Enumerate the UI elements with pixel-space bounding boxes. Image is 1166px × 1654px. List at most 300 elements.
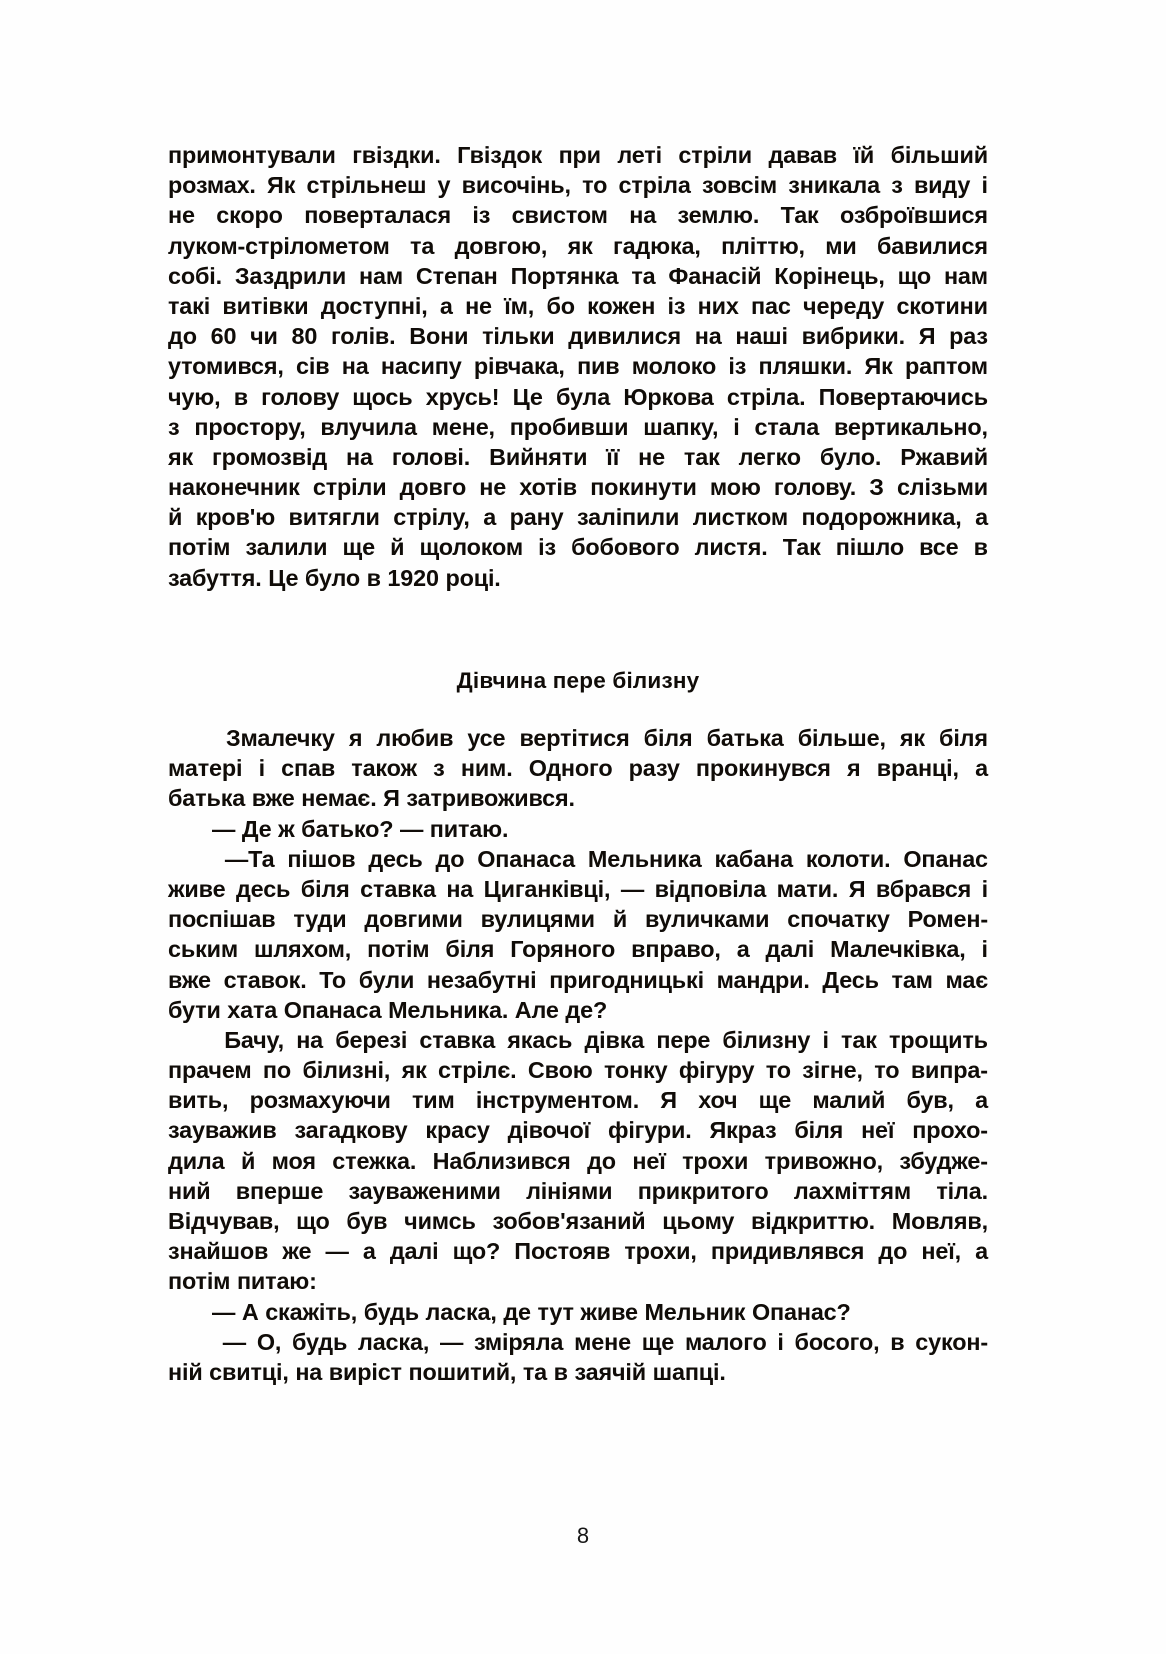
text-word: Свою — [527, 1057, 593, 1084]
text-word: і — [981, 172, 988, 199]
text-word: босого, — [794, 1328, 880, 1355]
text-line — [168, 412, 988, 442]
text-word: було. — [819, 443, 882, 470]
section-heading: Дівчина пере білизну — [456, 668, 700, 693]
text-line — [168, 965, 988, 995]
text-word: примонтували — [168, 142, 336, 168]
text-word: пив — [577, 353, 620, 380]
text-word: ласка, — [425, 1298, 497, 1325]
body-text-column-lower — [168, 723, 988, 1387]
text-word: моя — [271, 1147, 316, 1174]
text-word: потім — [168, 1268, 231, 1295]
text-word: бавилися — [876, 232, 988, 259]
text-word: а — [975, 755, 988, 782]
text-word: на — [295, 1358, 323, 1385]
text-word: батька — [168, 785, 246, 812]
text-word: біля — [643, 725, 693, 751]
text-word: хата — [227, 996, 278, 1023]
text-word: в — [233, 383, 248, 410]
text-word: був, — [906, 1087, 954, 1114]
text-word: далі — [765, 936, 815, 963]
text-word: землю. — [677, 202, 760, 229]
text-word: так — [683, 443, 720, 470]
text-word: чимсь — [404, 1208, 476, 1234]
text-word: питаю: — [236, 1268, 317, 1295]
text-word: у — [437, 172, 451, 199]
text-word: зміряла — [474, 1328, 564, 1355]
text-word: хрусь! — [425, 383, 500, 410]
text-word: ським — [168, 936, 239, 963]
text-word: на — [694, 323, 722, 350]
text-word: То — [319, 966, 347, 993]
text-word: Якраз — [709, 1117, 777, 1144]
text-word: і — [981, 875, 988, 902]
text-word: простору, — [194, 413, 306, 440]
text-line — [168, 291, 988, 321]
text-line — [168, 1236, 988, 1266]
text-word: так — [841, 1026, 877, 1053]
text-word: то — [582, 172, 608, 199]
text-word: неї — [861, 1117, 895, 1144]
text-word: на — [296, 1026, 324, 1053]
text-word: будь — [292, 1328, 348, 1355]
text-word: шапці. — [652, 1358, 726, 1385]
text-word: зобов'язаний — [492, 1208, 646, 1234]
text-word: Постояв — [514, 1238, 611, 1265]
text-word: мою — [709, 474, 761, 501]
text-word: малий — [812, 1087, 886, 1114]
text-word: вправо, — [631, 936, 721, 963]
text-word: Вийняти — [489, 443, 588, 470]
text-word: Наблизився — [432, 1147, 571, 1174]
text-word: раптом — [904, 353, 988, 380]
text-word: стріла. — [726, 383, 806, 410]
text-word: сукон- — [915, 1328, 988, 1355]
text-word: собі. — [168, 262, 222, 289]
text-word: Повертаючись — [818, 383, 988, 410]
text-word: стрілє. — [438, 1057, 517, 1084]
text-word: подорожника, — [801, 504, 962, 531]
text-word: довго — [399, 474, 467, 501]
text-word: і — [733, 413, 740, 440]
text-word: то — [874, 1057, 900, 1084]
text-word: утомився, — [168, 353, 284, 380]
text-word: не — [638, 443, 665, 470]
text-word: по — [262, 1057, 292, 1084]
text-word: вже — [251, 785, 295, 812]
text-word: стрільнеш — [306, 172, 427, 199]
text-line — [168, 351, 988, 381]
text-word: наконечник — [168, 474, 300, 501]
text-word: був — [346, 1208, 388, 1234]
text-word: з — [433, 755, 445, 782]
text-word: — — [399, 815, 424, 842]
text-word: живе — [168, 875, 226, 902]
text-word: легко — [738, 443, 801, 470]
text-word: громозвід — [212, 443, 328, 470]
text-word: заячій — [574, 1358, 647, 1385]
text-word: Вони — [409, 323, 469, 350]
text-word: дила — [168, 1147, 225, 1174]
text-word: випра- — [910, 1057, 988, 1084]
text-word: все — [919, 534, 959, 561]
text-word: свитці, — [209, 1358, 289, 1385]
text-word: Юркова — [623, 383, 714, 410]
text-word: слізьми — [896, 474, 988, 501]
text-word: пас — [751, 292, 791, 319]
text-word: доступні, — [320, 292, 428, 319]
text-word: прокинувся — [695, 755, 831, 782]
text-word: колоти. — [805, 845, 891, 872]
text-word: не — [465, 292, 492, 319]
text-line — [168, 1115, 988, 1145]
text-word: з — [891, 172, 903, 199]
text-word: такі — [168, 292, 211, 319]
text-word: спав — [281, 755, 336, 782]
text-word: й — [240, 1147, 256, 1174]
text-word: й — [612, 906, 628, 933]
text-word: загадкову — [294, 1117, 408, 1144]
text-word: та — [410, 232, 435, 259]
paragraph-indent — [168, 814, 212, 844]
text-word: тільки — [482, 323, 555, 350]
text-word: незабутні — [426, 966, 537, 993]
text-word: Горяного — [510, 936, 616, 963]
text-line — [168, 904, 988, 934]
text-word: ним. — [460, 755, 513, 782]
text-word: тим — [411, 1087, 455, 1114]
text-word: них — [697, 292, 739, 319]
text-word: придивлявся — [710, 1238, 865, 1265]
text-word: затривожився. — [406, 785, 575, 812]
text-word: поверталася — [304, 202, 452, 229]
text-word: Мельника — [587, 845, 702, 872]
text-word: стрілу, — [393, 504, 470, 531]
text-word: Я — [918, 323, 936, 350]
paragraph-indent — [168, 1025, 212, 1055]
text-word: й — [168, 504, 183, 531]
text-line — [168, 442, 988, 472]
text-word: із — [538, 534, 556, 561]
text-word: тут — [537, 1298, 574, 1325]
text-word: шляхом, — [253, 936, 352, 963]
text-word: довгими — [364, 906, 463, 933]
text-word: голові. — [391, 443, 471, 470]
text-word: же — [282, 1238, 312, 1265]
text-word: вертітися — [519, 725, 630, 751]
text-word: дивилися — [568, 323, 681, 350]
text-word: Але — [514, 996, 559, 1023]
text-word: виріст — [328, 1358, 402, 1385]
text-word: році. — [445, 564, 501, 591]
paragraph-indent — [168, 723, 212, 753]
text-word: питаю. — [429, 815, 509, 842]
text-word: не — [168, 202, 195, 229]
text-word: має — [945, 966, 988, 993]
text-word: не — [479, 474, 507, 501]
text-word: Як — [267, 172, 296, 199]
text-word: ще — [342, 534, 375, 561]
text-word: витягли — [288, 504, 380, 531]
text-word: більший — [890, 142, 988, 168]
text-word: рівчака, — [473, 353, 565, 380]
text-word: разу — [628, 755, 680, 782]
text-line — [168, 874, 988, 904]
text-word: біля — [300, 875, 350, 902]
text-word: Опанас — [903, 845, 988, 872]
text-word: неї, — [921, 1238, 962, 1265]
text-word: вибрики. — [801, 323, 905, 350]
text-line — [168, 1085, 988, 1115]
text-word: біля — [794, 1117, 844, 1144]
text-word: Фанасій — [668, 262, 762, 289]
text-word: більше, — [797, 725, 886, 751]
paragraph-indent — [168, 1297, 212, 1327]
text-word: 80 — [291, 323, 318, 350]
text-word: бо — [546, 292, 575, 319]
text-word: і — [822, 1026, 829, 1053]
text-word: Опанас? — [751, 1298, 851, 1325]
text-word: покинути — [590, 474, 697, 501]
text-word: скажіть, — [265, 1298, 358, 1325]
text-word: то — [765, 1057, 791, 1084]
text-word: як — [899, 725, 925, 751]
text-line — [168, 1266, 988, 1296]
text-word: до — [435, 845, 465, 872]
text-word: кабана — [714, 845, 793, 872]
text-word: потім — [168, 534, 231, 561]
text-word: батька — [706, 725, 784, 751]
text-word: красу — [425, 1117, 490, 1144]
text-line — [168, 723, 988, 753]
text-word: Десь — [822, 966, 879, 993]
text-word: пригодницькі — [549, 966, 704, 993]
text-word: голів. — [331, 323, 396, 350]
text-word: наші — [735, 323, 788, 350]
text-word: кожен — [587, 292, 656, 319]
text-word: свистом — [511, 202, 608, 229]
text-word: березі — [335, 1026, 408, 1053]
text-word: забуття. — [168, 564, 262, 591]
page-number: 8 — [576, 1523, 590, 1548]
text-word: їм, — [504, 292, 535, 319]
text-word: а — [439, 292, 453, 319]
text-word: гадюка, — [612, 232, 701, 259]
text-word: пліттю, — [721, 232, 805, 259]
text-word: ще — [641, 1328, 675, 1355]
text-line — [168, 753, 988, 783]
text-word: нам — [943, 262, 988, 289]
text-line — [168, 814, 988, 844]
text-line — [168, 995, 988, 1025]
text-word: —Та — [224, 845, 275, 872]
text-word: батько? — [301, 815, 394, 842]
text-word: витівки — [222, 292, 309, 319]
text-word: кров'ю — [195, 504, 276, 531]
text-word: давав — [768, 142, 838, 168]
text-word: — — [212, 815, 236, 842]
text-word: інструментом. — [475, 1087, 640, 1114]
text-word: довгою, — [454, 232, 548, 259]
text-word: із — [667, 292, 686, 319]
text-word: Одного — [528, 755, 613, 782]
text-word: біля — [939, 725, 988, 751]
text-word: поспішав — [168, 906, 276, 933]
text-word: із — [728, 353, 747, 380]
text-word: а — [975, 504, 988, 531]
text-word: та — [631, 262, 656, 289]
text-word: фігуру — [678, 1057, 755, 1084]
text-word: Я — [660, 1087, 677, 1114]
text-word: луком-стрілометом — [168, 232, 390, 259]
text-word: зникала — [788, 172, 880, 199]
text-line — [168, 472, 988, 502]
text-word: білизну — [722, 1026, 811, 1053]
text-word: чую, — [168, 383, 221, 410]
text-word: сів — [296, 353, 330, 380]
text-word: бобового — [571, 534, 680, 561]
text-word: озброївшися — [840, 202, 988, 229]
text-word: Циганківці, — [483, 875, 611, 902]
text-word: немає. — [301, 785, 377, 812]
text-word: пляшки. — [758, 353, 853, 380]
text-word: та — [522, 1358, 548, 1385]
text-word: вить, — [168, 1087, 229, 1114]
text-word: А — [241, 1298, 259, 1325]
text-word: О, — [256, 1328, 282, 1355]
text-word: було — [304, 564, 360, 591]
text-word: вранці, — [876, 755, 959, 782]
text-word: а — [736, 936, 750, 963]
text-word: мандри. — [716, 966, 810, 993]
text-word: де — [503, 1298, 531, 1325]
paragraph-indent — [168, 844, 212, 874]
text-word: пішло — [835, 534, 905, 561]
text-word: далі — [389, 1238, 439, 1265]
text-word: голову. — [773, 474, 857, 501]
text-word: мене — [574, 1328, 631, 1355]
text-word: Мовляв, — [891, 1208, 988, 1234]
text-word: усе — [467, 725, 506, 751]
text-word: зовсім — [701, 172, 778, 199]
text-word: зігне, — [802, 1057, 863, 1084]
text-line — [168, 261, 988, 291]
text-word: скотини — [896, 292, 988, 319]
text-word: до — [878, 1238, 908, 1265]
text-word: десь — [368, 845, 423, 872]
text-word: Відчував, — [168, 1208, 280, 1234]
text-word: рану — [509, 504, 564, 531]
text-word: відкриттю. — [751, 1208, 876, 1234]
text-word: туди — [293, 906, 347, 933]
text-word: насипу — [380, 353, 462, 380]
text-line — [168, 934, 988, 964]
text-line — [168, 844, 988, 874]
text-word: хоч — [698, 1087, 738, 1114]
text-word: пішов — [287, 845, 356, 872]
text-word: пере — [656, 1026, 711, 1053]
text-word: там — [891, 966, 933, 993]
text-line — [168, 382, 988, 412]
text-word: Змалечку — [226, 725, 335, 751]
text-line — [168, 1025, 988, 1055]
text-line — [168, 1055, 988, 1085]
text-word: лахміттям — [793, 1177, 912, 1204]
text-word: знайшов — [168, 1238, 269, 1265]
text-word: леті — [617, 142, 662, 168]
text-word: раз — [949, 323, 988, 350]
body-text-column — [168, 140, 988, 593]
text-word: де? — [565, 996, 608, 1023]
text-line — [168, 783, 988, 813]
text-word: була — [556, 383, 611, 410]
text-word: при — [558, 142, 601, 168]
text-word: і — [258, 755, 265, 782]
text-word: Ромен- — [907, 906, 988, 933]
text-word: Опанаса — [283, 996, 382, 1023]
text-word: були — [358, 966, 415, 993]
text-word: її — [606, 443, 620, 470]
text-word: із — [472, 202, 491, 229]
text-word: любив — [376, 725, 454, 751]
text-word: ставка — [419, 1026, 496, 1053]
text-line — [168, 532, 988, 562]
text-line — [168, 170, 988, 200]
text-word: стежка. — [332, 1147, 417, 1174]
text-word: — — [620, 875, 645, 902]
text-word: до — [168, 323, 197, 350]
text-word: Це — [512, 383, 543, 410]
text-word: Мельника. — [388, 996, 509, 1023]
text-word: я — [847, 755, 861, 782]
text-word: тонку — [603, 1057, 668, 1084]
text-word: Корінець, — [774, 262, 885, 289]
text-word: в — [553, 1358, 568, 1385]
text-word: Ржавий — [900, 443, 988, 470]
text-word: Я — [383, 785, 400, 812]
text-word: чи — [250, 323, 278, 350]
text-word: пробивши — [509, 413, 629, 440]
text-word: до — [587, 1147, 616, 1174]
text-word: Степан — [415, 262, 498, 289]
text-word: прачем — [168, 1057, 252, 1084]
text-word: в — [890, 1328, 905, 1355]
text-word: й — [390, 534, 405, 561]
text-word: тіла. — [936, 1177, 988, 1204]
text-word: нам — [358, 262, 403, 289]
text-word: в — [973, 534, 988, 561]
text-word: Так — [782, 534, 821, 561]
text-word: гвіздки. — [352, 142, 441, 168]
text-word: скоро — [216, 202, 283, 229]
text-word: Опанаса — [477, 845, 575, 872]
text-word: Я — [848, 875, 866, 902]
text-word: і — [981, 936, 988, 963]
text-line — [168, 231, 988, 261]
text-word: спочатку — [787, 906, 890, 933]
text-word: ще — [758, 1087, 792, 1114]
text-word: розмах. — [168, 172, 256, 199]
text-word: а — [362, 1238, 376, 1265]
text-word: щолоком — [419, 534, 524, 561]
text-word: щось — [352, 383, 413, 410]
text-word: стріла — [618, 172, 691, 199]
text-word: вже — [168, 966, 211, 993]
text-word: прохо- — [912, 1117, 988, 1144]
text-word: неї — [632, 1147, 666, 1174]
text-word: хотів — [519, 474, 578, 501]
text-word: десь — [235, 875, 291, 902]
